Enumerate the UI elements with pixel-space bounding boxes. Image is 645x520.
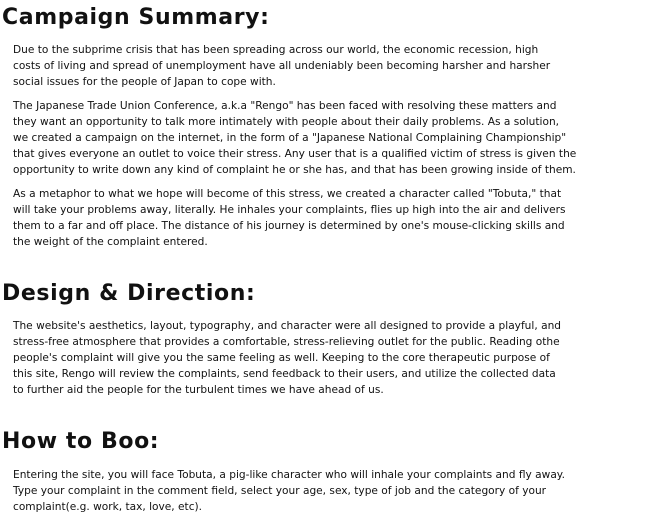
- campaign-summary-paragraph-3: As a metaphor to what we hope will become of this stress, we created a character called "Tobuta," that will take your problems away, literally. He inhales your complaints, flies up high into the air and delivers them to a far and off place. The distance of his journey is determined by one's mouse-clicking skills and the weight of the complaint entered.: [13, 188, 566, 248]
- how-to-boo-paragraph-1: Entering the site, you will face Tobuta, a pig-like character who will inhale your complaints and fly away. Type your complaint in the comment field, select your age, sex, type of job and the category of your complaint(e.g. work, tax, love, etc).: [13, 469, 565, 513]
- campaign-summary-paragraph-1: Due to the subprime crisis that has been spreading across our world, the economic recession, high costs of living and spread of unemployment have all undeniably been becoming harsher and harsher social issues for the people of Japan to cope with.: [13, 44, 551, 88]
- section-title-how-to-boo: How to Boo:: [2, 429, 160, 454]
- campaign-summary-paragraph-2: The Japanese Trade Union Conference, a.k.a "Rengo" has been faced with resolving these matters and they want an opportunity to talk more intimately with people about their daily problems. As a solution, we created a campaign on the internet, in the form of a "Japanese National Complaining Championship" that gives everyone an outlet to voice their stress. Any user that is a qualified victim of stress is given the opportunity to write down any kind of complaint he or she has, and that has been growing inside of them.: [13, 100, 577, 176]
- design-direction-paragraph-1: The website's aesthetics, layout, typography, and character were all designed to provide a playful, and stress-free atmosphere that provides a comfortable, stress-relieving outlet for the public. Reading othe people's complaint will give you the same feeling as well. Keeping to the core therapeutic purpose of this site, Rengo will review the complaints, send feedback to their users, and utilize the collected data to further aid the people for the turbulent times we have ahead of us.: [13, 320, 562, 396]
- section-title-design-direction: Design & Direction:: [2, 281, 256, 306]
- section-title-campaign-summary: Campaign Summary:: [2, 5, 270, 30]
